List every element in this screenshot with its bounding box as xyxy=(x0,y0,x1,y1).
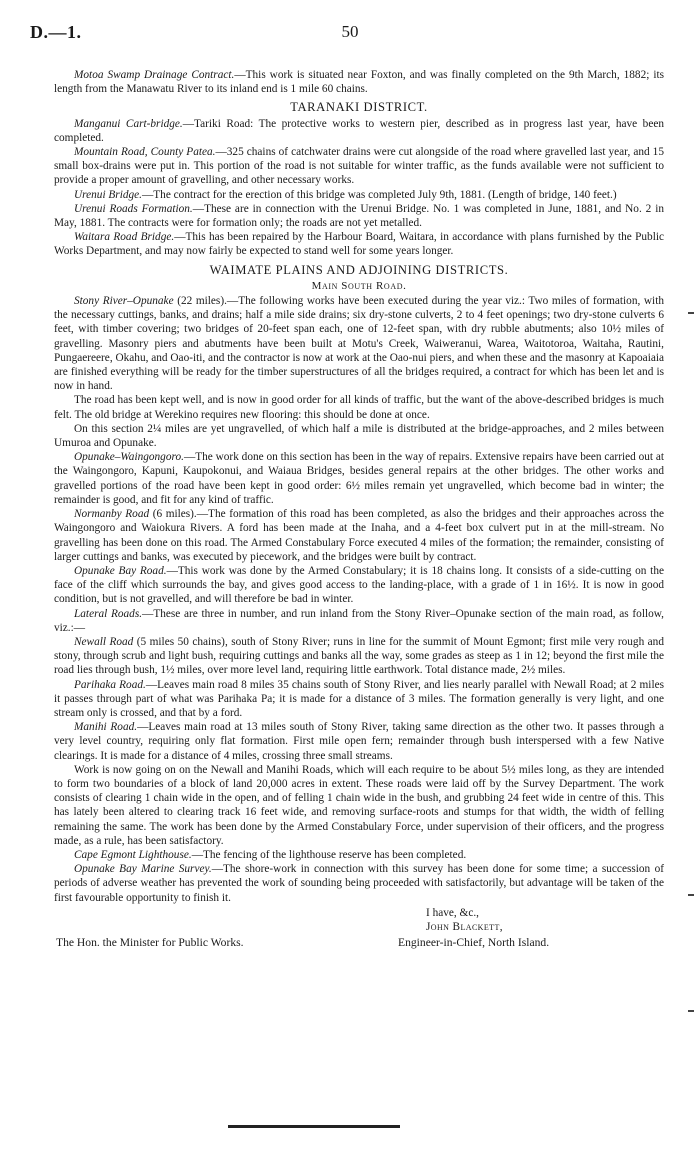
paragraph-text: —Leaves main road 8 miles 35 chains south of Stony River, and lies nearly parallel with Newall Road; at 2 miles it passes through part of what was Parihaka Pa; it is made for a distance of 3 miles. The formation generally is very light, and one stream only is crossed, and that by a ford. xyxy=(54,678,664,719)
paragraph-title: Opunake Bay Marine Survey. xyxy=(74,863,212,876)
signature-closing: I have, &c., xyxy=(426,906,480,919)
paragraph-title: Stony River–Opunake xyxy=(74,295,174,308)
paragraph-title: Mountain Road, County Patea. xyxy=(74,146,216,159)
section-heading: WAIMATE PLAINS AND ADJOINING DISTRICTS. xyxy=(209,262,509,277)
paragraph xyxy=(54,607,664,635)
paragraph xyxy=(54,117,664,145)
paragraph xyxy=(54,145,664,188)
subsection-heading: Main South Road. xyxy=(311,279,407,292)
page-number: 50 xyxy=(341,22,359,41)
paragraph xyxy=(54,422,664,450)
paragraph xyxy=(54,848,664,862)
paragraph xyxy=(54,507,664,564)
paragraph xyxy=(54,188,664,202)
paragraph-text: —The work done on this section has been in the way of repairs. Extensive repairs have been carried out at the Waingongoro, Kapuni, Kaupokonui, and Waiaua Bridges, besides general repairs at the other bridges. The other works and gravelled portions of the road have been kept in good order: 6½ miles remain yet ungravelled, which become bad in winter; the remainder is good, and fit for any kind of traffic. xyxy=(54,451,664,506)
paragraph-text: (5 miles 50 chains), south of Stony River; runs in line for the summit of Mount Egmont; first mile very rough and stony, through scrub and light bush, requiring cuttings and banks all the way, some grades as steep as 1 in 12; beyond the first mile the road lies through bush, 1½ miles, over more level land, requiring little earthwork. Total distance made, 2½ miles. xyxy=(54,635,664,677)
paragraph-text: —This work is situated near Foxton, and was finally completed on the 9th March, 1882; its length from the Manawatu River to its inland end is 1 mile 60 chains. xyxy=(54,69,664,96)
page-header xyxy=(30,22,670,52)
paragraph-text: —This work was done by the Armed Constabulary; it is 18 chains long. It consists of a side-cutting on the face of the cliff which surrounds the bay, and gives good access to the landing-place, with a grade of 1 in 16½. It is now in good condition, but is not gravelled, and will therefore be bad in winter. xyxy=(54,564,664,606)
paragraph-title: Cape Egmont Lighthouse. xyxy=(74,848,192,861)
paragraph-title: Parihaka Road. xyxy=(74,678,146,691)
paragraph-text: The road has been kept well, and is now in good order for all kinds of traffic, but the want of the above-described bridges is much felt. The old bridge at Werekino requires new flooring: this should be done at once. xyxy=(54,394,664,421)
paragraph xyxy=(54,230,664,258)
signature-block xyxy=(54,906,664,964)
paragraph-title: Waitara Road Bridge. xyxy=(74,231,175,244)
paragraph-title: Manihi Road. xyxy=(74,721,138,734)
paragraph-title: Opunake–Waingongoro. xyxy=(74,451,184,464)
signatory-title: Engineer-in-Chief, North Island. xyxy=(398,935,550,949)
paragraph-text: Work is now going on on the Newall and Manihi Roads, which will each require to be about 5½ miles long, as they are intended to form two boundaries of a block of land 20,000 acres in extent. These roads were laid off by the Survey Department. The work consists of clearing 1 chain wide in the open, and of felling 1 chain wide in the bush, and grubbing 24 feet wide in centre of this. This has lately been altered to clearing track 16 feet wide, and removing surface-roots and stumps for that width, the width of felling remaining the same. The work has been done by the Armed Constabulary Force, under supervision of their officers, and the progress made, as a rule, has been satisfactory. xyxy=(54,763,664,847)
paragraph xyxy=(54,294,664,393)
paragraph xyxy=(54,720,664,763)
paragraph-text: —The contract for the erection of this bridge was completed July 9th, 1881. (Length of bridge, 140 feet.) xyxy=(141,188,617,201)
paragraph-text: —These are in connection with the Urenui Bridge. No. 1 was completed in June, 1881, and No. 2 in May, 1881. The contracts were for formation only; the roads are not yet metalled. xyxy=(54,202,664,230)
paragraph-title: Lateral Roads. xyxy=(74,607,143,620)
margin-mark xyxy=(688,1010,694,1012)
paragraph-title: Opunake Bay Road. xyxy=(74,564,167,577)
addressee: The Hon. the Minister for Public Works. xyxy=(56,935,244,949)
section-heading: TARANAKI DISTRICT. xyxy=(290,100,428,115)
paragraph xyxy=(54,393,664,421)
paragraph-title: Motoa Swamp Drainage Contract. xyxy=(74,69,235,81)
paragraph xyxy=(54,564,664,607)
margin-mark xyxy=(688,312,694,314)
paragraph-text: —The shore-work in connection with this survey has been done for some time; a succession of periods of adverse weather has prevented the work of sounding being proceeded with satisfactorily, but advantage will be taken of the first favourable opportunity to finish it. xyxy=(54,863,664,904)
document-body xyxy=(54,68,664,964)
paragraph-title: Newall Road xyxy=(74,635,134,648)
paragraph-title: Manganui Cart-bridge. xyxy=(74,117,183,130)
paragraph-text: (6 miles).—The formation of this road has been completed, as also the bridges and their approaches across the Waingongoro and Waiokura Rivers. A ford has been made at the Inaha, and a 4-feet box culvert put in at the mill-stream. No gravelling has been done on this road. The Armed Constabulary Force executed 4 miles of the formation; the remainder, consisting of larger cuttings and banks, was executed by piecework, and the bridges were built by contract. xyxy=(54,508,664,563)
paragraph-text: —The fencing of the lighthouse reserve has been completed. xyxy=(191,848,467,861)
paragraph-text: —Leaves main road at 13 miles south of Stony River, taking same direction as the other two. It passes through a very level country, requiring only flat formation. First mile open fern; remainder through bush interspersed with a few Native clearings. It is made for a distance of 4 miles, crossing three small streams. xyxy=(54,721,664,762)
paragraph-text: —Tariki Road: The protective works to western pier, described as in progress last year, have been completed. xyxy=(54,117,664,144)
paragraph-text: On this section 2¼ miles are yet ungravelled, of which half a mile is distributed at the bridge-approaches, and 2 miles between Umuroa and Opunake. xyxy=(54,422,664,450)
paragraph-text: —These are three in number, and run inland from the Stony River–Opunake section of the main road, as follow, viz.:— xyxy=(54,607,664,634)
paragraph xyxy=(54,763,664,848)
closing-rule xyxy=(228,1125,400,1128)
paragraph-text: (22 miles).—The following works have been executed during the year viz.: Two miles of formation, with the necessary cuttings, banks, and drains; half a mile side drains; six dry-stone culverts, 2 to 4 feet openings; two dry-stone culverts 6 feet, with timber covering; two bridges of 20-feet span each, one of 12-feet span, with dry rubble abutments; also 10½ miles of gravelling. Masonry piers and abutments have been built at Motu's Creek, Waiweranui, Warea, Waitotoroa, Waitaha, Rautini, Pungaereere, Okahu, and Oao-iti, and the contractor is now at work at the Oao-nui piers, and when these and the masonry at Kapoaiaia are finished everything will be ready for the timber superstructures of all the bridges required, a contract for which has been let and is now in hand. xyxy=(54,295,664,393)
paragraph xyxy=(54,635,664,678)
paragraph-title: Urenui Roads Formation. xyxy=(74,202,193,215)
signatory-name: John Blackett, xyxy=(426,920,503,933)
paragraph xyxy=(54,862,664,905)
paragraph-title: Normanby Road xyxy=(74,508,150,521)
paragraph xyxy=(54,450,664,507)
paragraph-title: Urenui Bridge. xyxy=(74,188,142,201)
paragraph xyxy=(54,68,664,96)
paragraph xyxy=(54,202,664,230)
document-reference: D.—1. xyxy=(30,22,82,42)
paragraph-text: —This has been repaired by the Harbour Board, Waitara, in accordance with plans furnished by the Public Works Department, and may now fairly be expected to stand well for some years longer. xyxy=(54,231,665,258)
paragraph xyxy=(54,678,664,721)
paragraph-text: —325 chains of catchwater drains were cut alongside of the road where gravelled last year, and 15 small box-drains were put in. This portion of the road is not suitable for winter traffic, as the funds available were not sufficient to provide a proper amount of gravelling, and other necessary works. xyxy=(54,146,664,187)
margin-mark xyxy=(688,894,694,896)
